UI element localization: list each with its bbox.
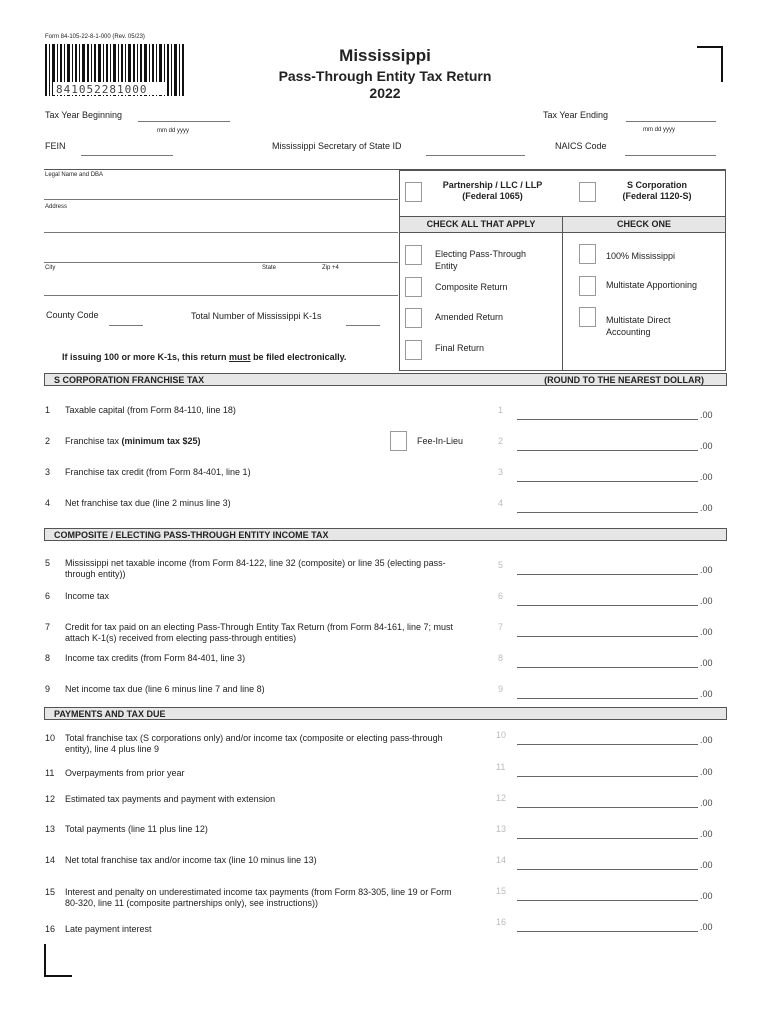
final-return-label: Final Return [435, 343, 485, 353]
line-number: 12 [45, 794, 56, 804]
amount-field[interactable] [517, 450, 698, 451]
line-description: Interest and penalty on underestimated income tax payments (from Form 83-305, line 19 or Form 80-320, line 11 (composite partnerships only), see instructions)) [65, 887, 452, 908]
line-number: 5 [45, 558, 51, 568]
composite-label: Composite Return [435, 282, 508, 292]
tax-year-beginning-field[interactable] [138, 121, 230, 122]
cents-label: .00 [700, 767, 713, 777]
corner-mark-top-right [697, 46, 723, 82]
field-number: 4 [498, 498, 504, 508]
field-number: 10 [496, 730, 507, 740]
multistate-apportioning-label: Multistate Apportioning [606, 280, 698, 290]
amount-field[interactable] [517, 481, 698, 482]
round-note: (ROUND TO THE NEAREST DOLLAR) [544, 375, 704, 385]
cents-label: .00 [700, 503, 713, 513]
line-description: Franchise tax credit (from Form 84-401, line 1) [65, 467, 251, 477]
section-franchise: S CORPORATION FRANCHISE TAX (ROUND TO THE NEAREST DOLLAR) [44, 373, 727, 386]
partnership-label: Partnership / LLC / LLP (Federal 1065) [442, 180, 543, 201]
cents-label: .00 [700, 689, 713, 699]
fee-in-lieu-label: Fee-In-Lieu [417, 436, 464, 446]
ms-100-label: 100% Mississippi [606, 251, 676, 261]
barcode-number: 841052281000 [56, 83, 148, 96]
form-number: Form 84-105-22-8-1-000 (Rev. 05/23) [45, 34, 145, 40]
amount-field[interactable] [517, 636, 698, 637]
field-number: 5 [498, 560, 504, 570]
field-number: 6 [498, 591, 504, 601]
amount-field[interactable] [517, 605, 698, 606]
legal-name-label: Legal Name and DBA [45, 172, 104, 178]
line-number: 10 [45, 733, 56, 743]
corner-mark-bottom-left [44, 944, 72, 977]
cents-label: .00 [700, 798, 713, 808]
amount-field[interactable] [517, 698, 698, 699]
amount-field[interactable] [517, 667, 698, 668]
city-label: City [45, 265, 56, 271]
composite-checkbox[interactable] [405, 277, 422, 297]
scorp-checkbox[interactable] [579, 182, 596, 202]
cents-label: .00 [700, 860, 713, 870]
section-composite: COMPOSITE / ELECTING PASS-THROUGH ENTITY INCOME TAX [44, 528, 727, 541]
line-number: 13 [45, 824, 56, 834]
legal-name-field[interactable] [44, 199, 398, 200]
cents-label: .00 [700, 441, 713, 451]
field-number: 14 [496, 855, 507, 865]
check-all-header: CHECK ALL THAT APPLY [400, 216, 562, 233]
field-number: 2 [498, 436, 504, 446]
field-number: 9 [498, 684, 504, 694]
ms-100-checkbox[interactable] [579, 244, 596, 264]
entity-divider [562, 216, 563, 371]
sos-id-label: Mississippi Secretary of State ID [272, 141, 402, 151]
scorp-label: S Corporation (Federal 1120-S) [622, 180, 692, 201]
field-number: 1 [498, 405, 504, 415]
amount-field[interactable] [517, 807, 698, 808]
state-label: State [262, 265, 277, 271]
line-description: Total payments (line 11 plus line 12) [65, 824, 208, 834]
line-number: 11 [45, 768, 55, 778]
sos-id-field[interactable] [426, 155, 525, 156]
amount-field[interactable] [517, 419, 698, 420]
form-state: Mississippi [339, 46, 431, 65]
line-number: 3 [45, 467, 51, 477]
date-hint-begin: mm dd yyyy [157, 128, 190, 134]
amount-field[interactable] [517, 838, 698, 839]
cents-label: .00 [700, 922, 713, 932]
line-description: Taxable capital (from Form 84-110, line 18) [65, 405, 236, 415]
multistate-direct-label: Multistate Direct Accounting [606, 315, 671, 337]
line-description: Net franchise tax due (line 2 minus line 3) [65, 498, 231, 508]
amended-checkbox[interactable] [405, 308, 422, 328]
amended-label: Amended Return [435, 312, 504, 322]
line-number: 1 [45, 405, 51, 415]
line-number: 16 [45, 924, 56, 934]
zip-label: Zip +4 [322, 265, 339, 271]
multistate-direct-checkbox[interactable] [579, 307, 596, 327]
line-description: Estimated tax payments and payment with extension [65, 794, 276, 804]
fein-field[interactable] [81, 155, 173, 156]
field-number: 3 [498, 467, 504, 477]
line-description: Late payment interest [65, 924, 152, 934]
line-number: 7 [45, 622, 51, 632]
county-code-label: County Code [46, 310, 99, 320]
county-code-field[interactable] [109, 325, 143, 326]
amount-field[interactable] [517, 574, 698, 575]
amount-field[interactable] [517, 776, 698, 777]
form-title: Pass-Through Entity Tax Return [278, 68, 492, 84]
cents-label: .00 [700, 829, 713, 839]
field-number: 13 [496, 824, 507, 834]
form-year: 2022 [369, 85, 401, 101]
line-description: Net total franchise tax and/or income tax (line 10 minus line 13) [65, 855, 317, 865]
line-number: 6 [45, 591, 51, 601]
field-number: 8 [498, 653, 504, 663]
line-number: 9 [45, 684, 51, 694]
amount-field[interactable] [517, 869, 698, 870]
field-number: 16 [496, 917, 507, 927]
cents-label: .00 [700, 596, 713, 606]
final-return-checkbox[interactable] [405, 340, 422, 360]
naics-field[interactable] [625, 155, 716, 156]
line-description: Overpayments from prior year [65, 768, 185, 778]
field-number: 11 [496, 762, 506, 772]
line-description: Credit for tax paid on an electing Pass-Through Entity Tax Return (from Form 84-161, line 7; must attach K-1(s) received from electing pass-through entities) [65, 622, 454, 643]
total-k1s-field[interactable] [346, 325, 380, 326]
efile-notice: If issuing 100 or more K-1s, this return must be filed electronically. [62, 352, 347, 362]
tax-year-ending-label: Tax Year Ending [543, 110, 609, 120]
cents-label: .00 [700, 472, 713, 482]
electing-pte-checkbox[interactable] [405, 245, 422, 265]
field-number: 12 [496, 793, 507, 803]
line-description: Net income tax due (line 6 minus line 7 and line 8) [65, 684, 265, 694]
line-description: Total franchise tax (S corporations only) and/or income tax (composite or electing pass-through entity), line 4 plus line 9 [65, 733, 443, 754]
cents-label: .00 [700, 735, 713, 745]
tax-year-beginning-label: Tax Year Beginning [45, 110, 123, 120]
line-description: Mississippi net taxable income (from Form 84-122, line 32 (composite) or line 35 (electing pass-through entity)) [65, 558, 446, 579]
line-number: 2 [45, 436, 51, 446]
partnership-checkbox[interactable] [405, 182, 422, 202]
line-description: Income tax credits (from Form 84-401, line 3) [65, 653, 246, 663]
amount-field[interactable] [517, 900, 698, 901]
cents-label: .00 [700, 410, 713, 420]
field-number: 7 [498, 622, 504, 632]
line-description: Income tax [65, 591, 110, 601]
address-field[interactable] [44, 232, 398, 233]
multistate-apportioning-checkbox[interactable] [579, 276, 596, 296]
city-state-zip-field[interactable] [44, 295, 398, 296]
naics-label: NAICS Code [555, 141, 607, 151]
cents-label: .00 [700, 658, 713, 668]
amount-field[interactable] [517, 512, 698, 513]
line-description: Franchise tax (minimum tax $25) [65, 436, 201, 446]
cents-label: .00 [700, 565, 713, 575]
address-label: Address [45, 204, 68, 210]
date-hint-end: mm dd yyyy [643, 127, 676, 133]
address-field-2[interactable] [44, 262, 398, 263]
tax-year-ending-field[interactable] [626, 121, 716, 122]
line-number: 14 [45, 855, 56, 865]
check-one-header: CHECK ONE [563, 216, 725, 233]
amount-field[interactable] [517, 744, 698, 745]
line-number: 8 [45, 653, 51, 663]
line-number: 4 [45, 498, 51, 508]
section-payments: PAYMENTS AND TAX DUE [44, 707, 727, 720]
line-number: 15 [45, 887, 56, 897]
amount-field[interactable] [517, 931, 698, 932]
cents-label: .00 [700, 627, 713, 637]
cents-label: .00 [700, 891, 713, 901]
electing-pte-label: Electing Pass-Through Entity [435, 249, 527, 271]
field-number: 15 [496, 886, 507, 896]
fein-label: FEIN [45, 141, 66, 151]
total-k1s-label: Total Number of Mississippi K-1s [191, 311, 322, 321]
